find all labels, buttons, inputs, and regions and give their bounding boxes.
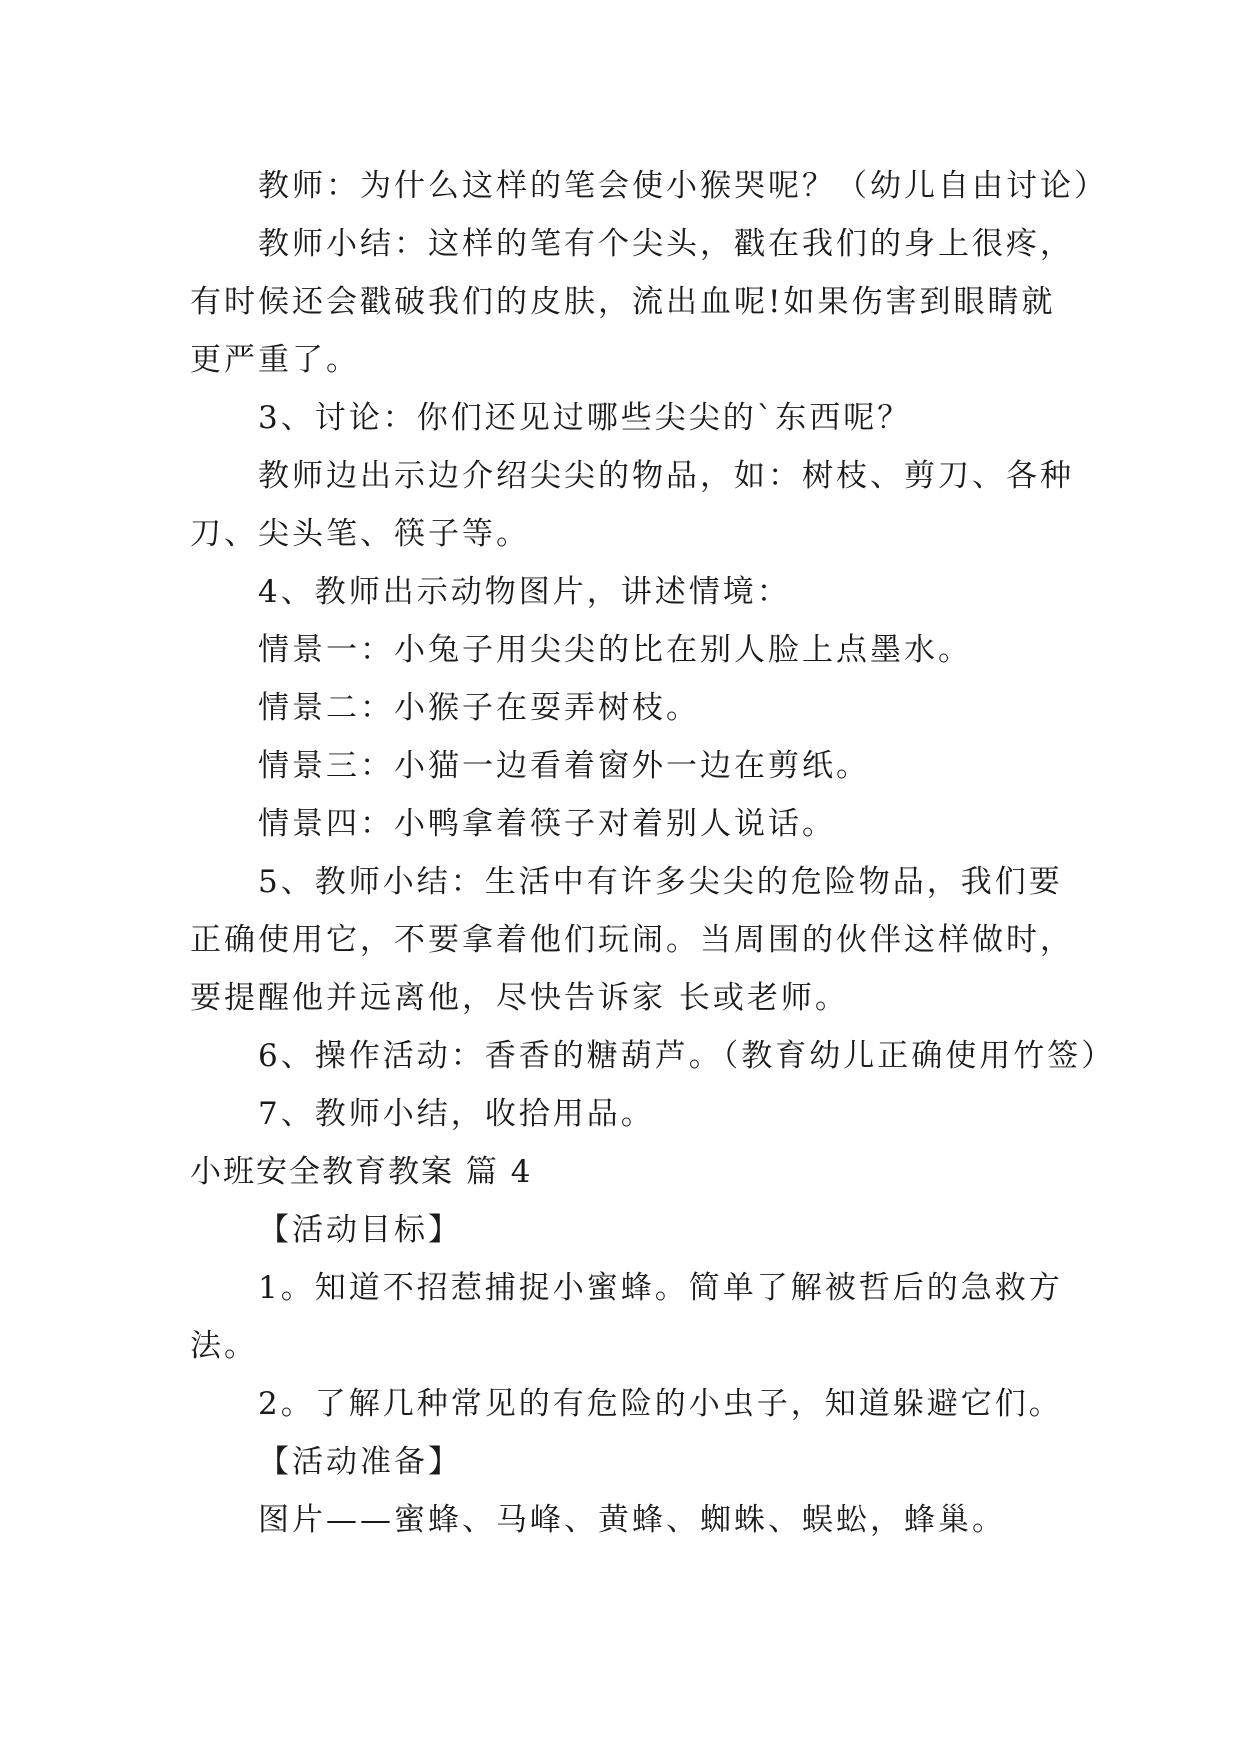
paragraph-line: 教师边出示边介绍尖尖的物品，如：树枝、剪刀、各种 bbox=[258, 458, 1074, 494]
scenario-line: 情景三：小猫一边看着窗外一边在剪纸。 bbox=[258, 748, 870, 784]
list-item: 6、操作活动：香香的糖葫芦。（教育幼儿正确使用竹签） bbox=[258, 1038, 1116, 1074]
list-item: 7、教师小结，收拾用品。 bbox=[258, 1096, 655, 1132]
paragraph-line: 刀、尖头笔、筷子等。 bbox=[190, 516, 530, 552]
list-item: 3、讨论：你们还见过哪些尖尖的`东西呢？ bbox=[258, 400, 912, 436]
subsection-heading: 【活动准备】 bbox=[258, 1444, 462, 1480]
paragraph-line: 有时候还会戳破我们的皮肤，流出血呢!如果伤害到眼睛就 bbox=[190, 284, 1056, 320]
paragraph-line: 正确使用它，不要拿着他们玩闹。当周围的伙伴这样做时， bbox=[190, 922, 1074, 958]
paragraph-line: 图片——蜜蜂、马峰、黄蜂、蜘蛛、蜈蚣，蜂巢。 bbox=[258, 1502, 1006, 1538]
paragraph-line: 教师：为什么这样的笔会使小猴哭呢？（幼儿自由讨论） bbox=[258, 168, 1108, 204]
scenario-line: 情景一：小兔子用尖尖的比在别人脸上点墨水。 bbox=[258, 632, 972, 668]
paragraph-line: 教师小结：这样的笔有个尖头，戳在我们的身上很疼， bbox=[258, 226, 1074, 262]
scenario-line: 情景二：小猴子在耍弄树枝。 bbox=[258, 690, 700, 726]
list-item: 5、教师小结：生活中有许多尖尖的危险物品，我们要 bbox=[258, 864, 1063, 900]
paragraph-line: 更严重了。 bbox=[190, 342, 360, 378]
list-item: 1。知道不招惹捕捉小蜜蜂。简单了解被哲后的急救方 bbox=[258, 1270, 1063, 1306]
paragraph-line: 要提醒他并远离他，尽快告诉家 长或老师。 bbox=[190, 980, 849, 1016]
paragraph-line: 法。 bbox=[190, 1328, 258, 1364]
subsection-heading: 【活动目标】 bbox=[258, 1212, 462, 1248]
scenario-line: 情景四：小鸭拿着筷子对着别人说话。 bbox=[258, 806, 836, 842]
list-item: 2。了解几种常见的有危险的小虫子，知道躲避它们。 bbox=[258, 1386, 1063, 1422]
section-heading: 小班安全教育教案 篇 4 bbox=[190, 1154, 533, 1190]
list-item: 4、教师出示动物图片，讲述情境： bbox=[258, 574, 791, 610]
